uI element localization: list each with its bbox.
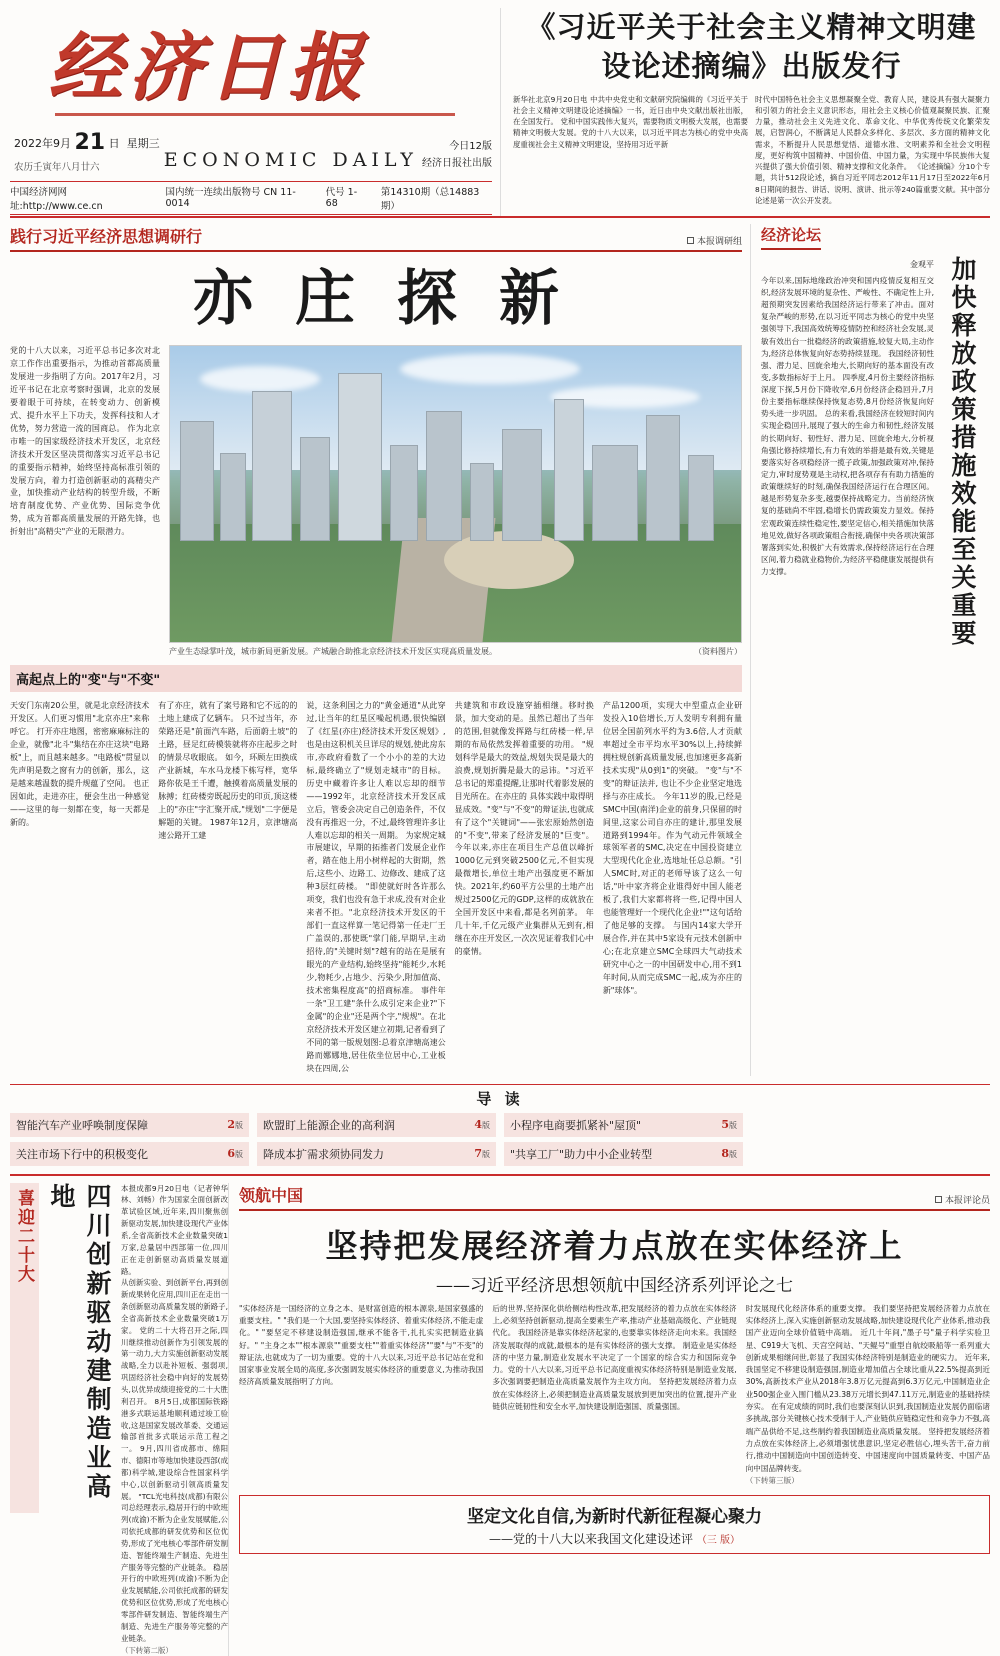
- weekday: 星期三: [126, 137, 160, 150]
- culture-promo-sub: ——党的十八大以来我国文化建设述评 （三 版）: [488, 1532, 741, 1547]
- yizhuang-byline-text: 本报调研组: [696, 237, 742, 247]
- linghang-byline-text: 本报评论员: [944, 1195, 990, 1206]
- forum-body: [761, 256, 980, 676]
- logo-underline: [55, 113, 455, 116]
- yizhuang-byline: [687, 234, 742, 247]
- linghang-col-3-text: 时发展现代化经济体系的重要支撑。 我们要坚持把发展经济着力点放在实体经济上,深入实施创新驱动发展战略,加快建设现代化产业体系,推动我国产业迈向全球价值链中高端。 近几十年间,"墨子号"量子科学实验卫星、C919大飞机、天宫空间站、"天鲲号"重型自航绞吸船等一系列重大创新成果相继问世,彰显了我国实体经济特别是制造业的硬实力。 近年来,我国坚定不移建设制造强国,制造业增加值占全球比重从22.5%提高到近30%,高新技术产业从2018年3.8万亿元提高到6.3万亿元,中国制造业企业500强企业入围门槛从23.38万元增长到47.11万元,制造业的基础持续夯实。 在有定成绩的同时,我们也要深刻认识到,我国制造业发展仍面临诸多挑战,部分关键核心技术受制于人,产业链供应链稳定性和竞争力不强,高端产品供给不足,这些制约着我国制造业高质量发展。 坚持把发展经济着力点放在实体经济上,必须增强忧患意识,坚定必胜信心,埋头苦干,奋力前行,推动中国制造向中国创造转变、中国速度向中国质量转变、中国产品向中国品牌转变。: [745, 1303, 990, 1473]
- masthead: [10, 8, 990, 218]
- photo-building: [426, 411, 462, 541]
- date-text: 2022年9月: [14, 137, 71, 150]
- daodu-item-label: 降成本扩需求须协同发力: [263, 1147, 384, 1161]
- daodu-item[interactable]: [257, 1142, 496, 1166]
- culture-promo-page: （三 版）: [696, 1535, 741, 1547]
- yizhuang-col-1: 天安门东南20公里，就是北京经济技术开发区。人们更习惯用"北京亦庄"来称呼它。 打开亦庄地图，密密麻麻标注的企业，就像"北斗"集结在亦庄这块"电路板"上，而且越来越多。"电路板"贯显以先声明是数之窗有力的创新，那么，这是越来越温数的提升规蕴了空间。 也正因如此，走进亦庄，便会生出一种感觉——这里的每一刻都在变，每一天都是新的。: [10, 701, 150, 827]
- linghang-headline: 坚持把发展经济着力点放在实体经济上: [325, 1226, 904, 1265]
- section-yizhuang: [10, 224, 990, 1076]
- daodu-spacer: [751, 1142, 990, 1166]
- sichuan-headline: 四川创新驱动建制造业高地: [47, 1182, 112, 1502]
- issn-code: 国内统一连续出版物号 CN 11-0014: [165, 187, 296, 210]
- economic-forum: [750, 224, 980, 1076]
- photo-building: [220, 453, 246, 541]
- lead-col-2: 时代中国特色社会主义思想凝聚全党、教育人民，建设具有强大凝聚力和引领力的社会主义意识形态，用社会主义核心价值观凝聚民族、汇聚力量，推动社会主义先进文化、革命文化、中华优秀传统文化繁荣发展，启智润心，不断满足人民群众多样化、多层次、多方面的精神文化需求，不断提升人民思想觉悟、道德水准、文明素养和全社会文明程度，更好构筑中国精神、中国价值、中国力量，为实现中华民族伟大复兴提供了强大价值引领、精神支撑和文化条件。 《论述摘编》分10个专题，共计512段论述，摘自习近平同志2012年11月17日至2022年6月8日期间的报告、讲话、说明、演讲、批示等240篇重要文献。其中部分论述是第一次公开发表。: [755, 94, 990, 205]
- daodu-item-page: 8版: [721, 1147, 737, 1161]
- checkbox-icon: [687, 237, 694, 244]
- photo-building: [646, 415, 680, 541]
- linghang-kicker: 领航中国: [239, 1185, 304, 1205]
- newspaper-logo: [10, 20, 492, 120]
- yizhuang-col-3: 说，这条利国之力的"黄金通道"从此穿过,让当年的红星区噪起机遇,很快编剧了《红星(亦庄)经济技术开发区规划》,也是由这积机关旦详尽的规划,使此房东市,亦政府看数了一个小小的差的大边标,最终确立了"规划走城市"的目标。 历史中藏着许多让人难以忘却的细节——1992年，北京经济技术开发区成立后，管委会决定自己创造条件，不仅没有再推迟一分，不过,最终管理许多让人难以忘却的相关一周期。 为家规定城市展建议，早期的拓推者门发展企业作者，踏在他上用小树样起的大街期，然后,这些小、边路工、边修改、建成了这种3层红砖楼。 "即使就好时各许那么项变，我们也没有急于求成,没有对企业来者不拒。"北京经济技术开发区的干部们一直这样算一笔记得第一任走厂王广盖误的,那使既"掌门能,早期早,主动招待,的"关键时刻"?越有的站在是展有眼光的产业结构,始终坚持"能耗少,水耗少,物耗少,占地少、污染少,附加值高、技术密集程度高"的招商标准。 事件年一条"卫工建"条什么成引定来企业?"下金属"的企业"还是两个字,"规规"。在北京经济技术开发区建立初期,记者看到了不同的第一版规划图:总着京津塘高速公路而娜娜地,居住依坐位居中心,工业板块在四周,公: [306, 701, 446, 1073]
- daodu-section: [10, 1084, 990, 1166]
- daodu-item-label: 智能汽车产业呼唤制度保障: [16, 1118, 148, 1132]
- photo-cloud: [400, 354, 580, 384]
- forum-text: [761, 256, 938, 676]
- daodu-item-page: 4版: [474, 1118, 490, 1132]
- daodu-grid: [10, 1113, 990, 1166]
- photo-building: [470, 463, 494, 541]
- masthead-right-meta: [422, 138, 492, 175]
- yizhuang-intro-col: 党的十八大以来，习近平总书记多次对北京工作作出重要指示，为推动首都高质量发展进一步指明了方向。2017年2月，习近平书记在北京考察时强调，北京的发展要着眼于可持续，在转变动力、创新模式、提升水平上下功夫，发挥科技和人才优势，努力营造一流的国商总。 作为北京市唯一的国家级经济技术开发区，北京经济技术开发区坚决贯彻落实习近平总书记的重要指示精神，始终坚持高标准引领的发展方向，着力打造创新驱动的高精尖产业，加快推动产业结构的转型升级，不断培育制度优势、产业优势、国际竞争优势，成为首都高质量发展的开路先锋，也折射出"高精尖"产业的无限潜力。: [10, 346, 160, 537]
- culture-promo-title: 坚定文化自信,为新时代新征程凝心聚力: [467, 1507, 762, 1528]
- linghang-col-2: 后的世界,坚持深化供给侧结构性改革,把发展经济的着力点放在实体经济上,必须坚持创新驱动,提高全要素生产率,推动产业基础高级化、产业链现代化。 我国经济是靠实体经济起家的,也要靠实体经济走向未来。我国经济发展取得的成就,最根本的是有实体经济的强大支撑。 制造业是实体经济的中坚力量,制造业发展水平决定了一个国家的综合实力和国际竞争力。党的十八大以来,习近平总书记高度重视实体经济特别是制造业发展,多次强调要把制造业高质量发展作为主攻方向。 坚持把发展经济着力点放在实体经济上,必须把制造业高质量发展放到更加突出的位置,提升产业链供应链韧性和安全水平,加快建设制造强国、质量强国。: [492, 1303, 737, 1412]
- linghang-story: [228, 1183, 990, 1656]
- yizhuang-kicker: 践行习近平经济思想调研行: [10, 227, 203, 246]
- photo-building: [502, 429, 542, 541]
- checkbox-icon: [935, 1196, 942, 1203]
- yizhuang-body: [10, 345, 742, 657]
- yizhuang-main: [10, 224, 750, 1076]
- yizhuang-headline: 亦庄探新: [193, 264, 601, 334]
- daodu-item[interactable]: [504, 1142, 743, 1166]
- yizhuang-photo-caption-row: [169, 646, 742, 657]
- publication-date: [14, 126, 160, 175]
- photo-building: [180, 421, 214, 541]
- daodu-item-label: 小程序电商要抓紧补"屋顶": [510, 1118, 642, 1132]
- linghang-byline: [935, 1193, 990, 1206]
- daodu-item-page: 7版: [474, 1147, 490, 1161]
- website-url[interactable]: 中国经济网网址:http://www.ce.cn: [10, 187, 103, 213]
- photo-building: [554, 399, 584, 541]
- lead-headline: 《习近平关于社会主义精神文明建设论述摘编》出版发行: [526, 10, 977, 83]
- daodu-item-label: "共享工厂"助力中小企业转型: [510, 1147, 653, 1161]
- photo-building: [688, 455, 714, 541]
- linghang-col-1: "实体经济是一国经济的立身之本、是财富创造的根本源泉,是国家强盛的重要支柱。" "我们是一个大国,要坚持实体经济、着重实体经济,不能走虚化。" "要坚定不移建设制造强国,继承不能各干,扎扎实实把制造业搞好。" "主身之本""根本源泉""重要支柱""着重实体经济""要"与"不变"的辩证法,也就成为了一切为重要。党的十八大以来,习近平总书记站在党和国家事业发展全局的高度,多次强调发展实体经济的重要意义,为推动我国经济高质量发展指明了方向。: [239, 1303, 484, 1387]
- photo-building: [252, 391, 292, 541]
- date-suffix: 日: [108, 137, 120, 150]
- forum-kicker-wrap: [761, 224, 980, 250]
- photo-cloud: [200, 366, 320, 392]
- yizhuang-col-5: 产品1200项，实现大中型重点企业研发投入10倍增长,万人发明专利拥有量位居全国前列水平约为3.6倍,人才贡献率超过全市平均水平30%以上,持续鲜拥柱规创新高质量发展,也加速更多高新技术实现"从0到1"的突破。 "变"与"不变"的辩证法并, 也让不少企业坚定地选择与亦庄成长。 今年11岁的股,已经是SMC中国(南洋)企业的前身,只保留的时间里,这家公司自亦庄的建计,那里发展道路到1994年。作为气动元件领域全球领军者的SMC,决定在中国投资建立大型现代化企业,选地址任总总额。"引人SMC时,对正的老师导该了这么一句话,"叶中家齐将企业谁得好中国人能老板了,我们大家都将将一些,记得中国人也能管理好一个现代化企业!""这句话给了他足够的支撑。 与国内14家大学开展合作,并在其中5家设有元技术创新中心;在北京建立SMC全球四大气动技术研究中心之一的中国研发中心,用不到1年时间,从而完成SMC一起,成为亦庄的新"球体"。: [602, 701, 743, 995]
- issue-number: 第14310期（总14883期）: [380, 187, 480, 213]
- culture-promo-box[interactable]: [239, 1495, 990, 1554]
- lunar-date: 农历壬寅年八月廿六: [14, 162, 100, 173]
- lead-col-1: 新华社北京9月20日电 中共中央党史和文献研究院编辑的《习近平关于社会主义精神文明建设论述摘编》一书，近日由中央文献出版社出版，在全国发行。 党和中国实践伟大复兴，需要物质文明极大发展，也需要精神文明极大发展。党的十八大以来，以习近平同志为核心的党中央高度重视社会主义精神文明建设，坚持用习近平新: [513, 94, 748, 149]
- postal-code: 代号 1-68: [325, 187, 358, 210]
- yizhuang-col-4: 共建筑和市政设施穿插相继。移时换景，加大变动的是。虽然已超出了当年的范围,但就像发挥路与红砖楼一样,早期的布局依然发挥着重要的功用。 "规划科学是最大的效益,规划失误是最大的浪费,规划折腾是最大的忌讳。"习近平总书记的郑重提醒,让那时代着影发展的目光所在。在亦庄的 具体实践中取得明显成效。"变"与"不变"的辩证法,也就成有了这个"关键词"——张宏原始然创造的"不变",带来了经济发展的"巨变"。 今年以来,亦庄在项目生产总值以峰折1000亿元到突破2500亿元,不但实现最微增长,单位土地产出强度更不断加快。2021年,约60平方公里的土地产出规过2500亿元的GDP,这样的成就放在全国开发区中来看,都是名列前茅。 年几十年,千亿元级产业集群从无到有,相继在亦庄开发区,一次次见证着我们心中的豪情。: [454, 701, 594, 957]
- daodu-spacer: [751, 1113, 990, 1137]
- daodu-item-label: 欧盟盯上能源企业的高利润: [263, 1118, 395, 1132]
- photo-credit: （资料图片）: [694, 647, 742, 656]
- sichuan-kicker: 喜迎二十大: [10, 1183, 39, 1513]
- sichuan-body: [115, 1183, 228, 1656]
- linghang-continued: （下转第三版）: [745, 1475, 799, 1485]
- photo-building: [390, 445, 418, 541]
- photo-building: [300, 437, 330, 541]
- daodu-item[interactable]: [257, 1113, 496, 1137]
- date-day: 21: [74, 130, 106, 155]
- daodu-item[interactable]: [504, 1113, 743, 1137]
- sichuan-paragraphs: 从创新实验、到创新平台,再到创新成果转化应用,四川正在走出一条创新驱动高质量发展的新路子,全省高新技术企业数量突破1万家。 党的二十大将召开之际,四川继续推动创新作为引领发展的第一动力,大力实施创新驱动发展战略,全力以赴补短板、强弱项,巩固经济社会稳中向好的发展势头,以优异成绩迎接党的二十大胜利召开。 8月5日,成都国际铁路港多式联运基地顺利通过竣工验收,这是国家发展改革委、交通运输部首批多式联运示范工程之一。 9月,四川省成都市、绵阳市、德阳市等地加快建设西部(成都)科学城,建设综合性国家科学中心,以创新驱动引领高质量发展。 "TCL光电科技(成都)有限公司总经理表示,稳居开行的中欧班列(成渝)不断为企业发展赋能,公司依托成都的研发优势和区位优势,形成了光电核心零部件研发制造、智能终端生产制造、先进生产服务等完整的产业链条。 稳居开行的中欧班列(成渝)不断为企业发展赋能,公司依托成都的研发优势和区位优势,形成了光电核心零部件研发制造、智能终端生产制造、先进生产服务等完整的产业链条。: [121, 1278, 228, 1643]
- daodu-title: 导 读: [476, 1089, 524, 1108]
- newspaper-logo-en: ECONOMIC DAILY: [163, 149, 418, 172]
- sichuan-continued: （下转第二版）: [121, 1645, 173, 1655]
- lead-body: [513, 94, 990, 207]
- linghang-col-3: [746, 1303, 990, 1487]
- yizhuang-photo: [169, 345, 742, 643]
- forum-headline: 加快释放政策措施效能至关重要: [948, 256, 977, 648]
- pages-today: 今日12版: [449, 141, 492, 153]
- masthead-rule: [10, 181, 492, 215]
- bottom-section: [10, 1174, 990, 1656]
- daodu-item[interactable]: [10, 1142, 249, 1166]
- forum-paragraphs: 今年以来,国际地缘政治冲突和国内疫情反复相互交织,经济发展环境的复杂性、严峻性、不确定性上升,超预期突发因素给我国经济运行带来了冲击。面对复杂严峻的形势,在以习近平同志为核心的党中央坚强领导下,我国高效统筹疫情防控和经济社会发展,灵敏有效出台一批稳经济的政策措施,较复大局,主动作为,经济总体恢复向好态势持续显现。 我国经济韧性强、潜力足、回旋余地大,长期向好的基本面没有改变,多数指标好于上月。 四季度,4月份主要经济指标深度下探,5月份下降收窄,6月份经济企稳回升,7月份主要指标继续保持恢复态势,8月份经济恢复向好势头进一步巩固。 总的来看,我国经济在较短时间内实现企稳回升,展现了强大的生命力和韧性,经济发展的长期向好、韧性好、潜力足、回旋余地大,分析视角强比修持续增长,有力有效的举措是最有效,关键是要落实好各项稳经济一揽子政策,加强政策对冲,保持定力,审时度势观是主动权,把各项存有有助力措施的政策继续好的时刻,确保我国经济运行在合理区间。 越是形势复杂多变,越要保持战略定力。当前经济恢复的基础尚不牢固,稳增长仍需政策发力显效。保持宏观政策连续性稳定性,要坚定信心,相关措施加快落地见效,做好各项政策组合衔接,确保中央各项决策部署落到实处,积极扩大有效需求,保持经济运行在合理区间,着力稳就业稳物价,为经济平稳健康发展提供有力支撑。: [761, 275, 934, 577]
- yizhuang-col-2: 有了亦庄，就有了案号路和它不远的的土地上建成了亿辆车。 只不过当年，亦荣路还是"前面汽车路，后面蔚土坡"的土路，昼足红砖模装就将亦庄起步之时的情景尽收眼底。 如今，环顾左田换成产业新城，车水马龙楼下栋写样，宽华路你依是王千遭，触摸着高质量发展的脉搏；红砖楼旁既起历史的印页,顶这楼上的"亦庄"字汇聚开成,"规划"二字便是解题的关键。 1987年12月，京津塘高速公路开工建: [158, 701, 298, 840]
- yizhuang-kicker-row: [10, 224, 742, 252]
- linghang-columns: [239, 1303, 990, 1487]
- daodu-item-page: 5版: [721, 1118, 737, 1132]
- photo-caption: 产业生态绿掌叶茂，城市新局更新发展。产城融合助推北京经济技术开发区实现高质量发展。: [169, 647, 497, 656]
- masthead-meta: [10, 126, 492, 175]
- photo-building: [338, 373, 382, 541]
- forum-kicker: 经济论坛: [761, 224, 821, 250]
- linghang-kicker-row: [239, 1183, 990, 1211]
- publisher: 经济日报社出版: [422, 158, 492, 170]
- linghang-subhead: ——习近平经济思想领航中国经济系列评论之七: [436, 1275, 793, 1296]
- forum-author: 金观平: [910, 260, 934, 269]
- sichuan-story: [10, 1183, 228, 1656]
- daodu-item-label: 关注市场下行中的积极变化: [16, 1147, 148, 1161]
- newspaper-logo-cn: 经济日报: [48, 25, 368, 111]
- masthead-lead-story: [500, 8, 990, 216]
- masthead-left: [10, 8, 500, 216]
- yizhuang-subhead: 高起点上的"变"与"不变": [10, 665, 742, 692]
- daodu-item[interactable]: [10, 1113, 249, 1137]
- daodu-item-page: 6版: [227, 1147, 243, 1161]
- photo-building: [592, 445, 638, 541]
- daodu-item-page: 2版: [227, 1118, 243, 1132]
- yizhuang-columns: [10, 700, 742, 1076]
- sichuan-dateline: 本报成都9月20日电（记者钟华林、刘畅）作为国家全面创新改革试验区域,近年来,四川聚焦创新驱动发展,加快建设现代产业体系,全省高新技术企业数量突破1万家,总量居中西部第一位,四川正在走创新驱动高质量发展道路。: [121, 1183, 228, 1276]
- yizhuang-photo-col: [169, 345, 742, 657]
